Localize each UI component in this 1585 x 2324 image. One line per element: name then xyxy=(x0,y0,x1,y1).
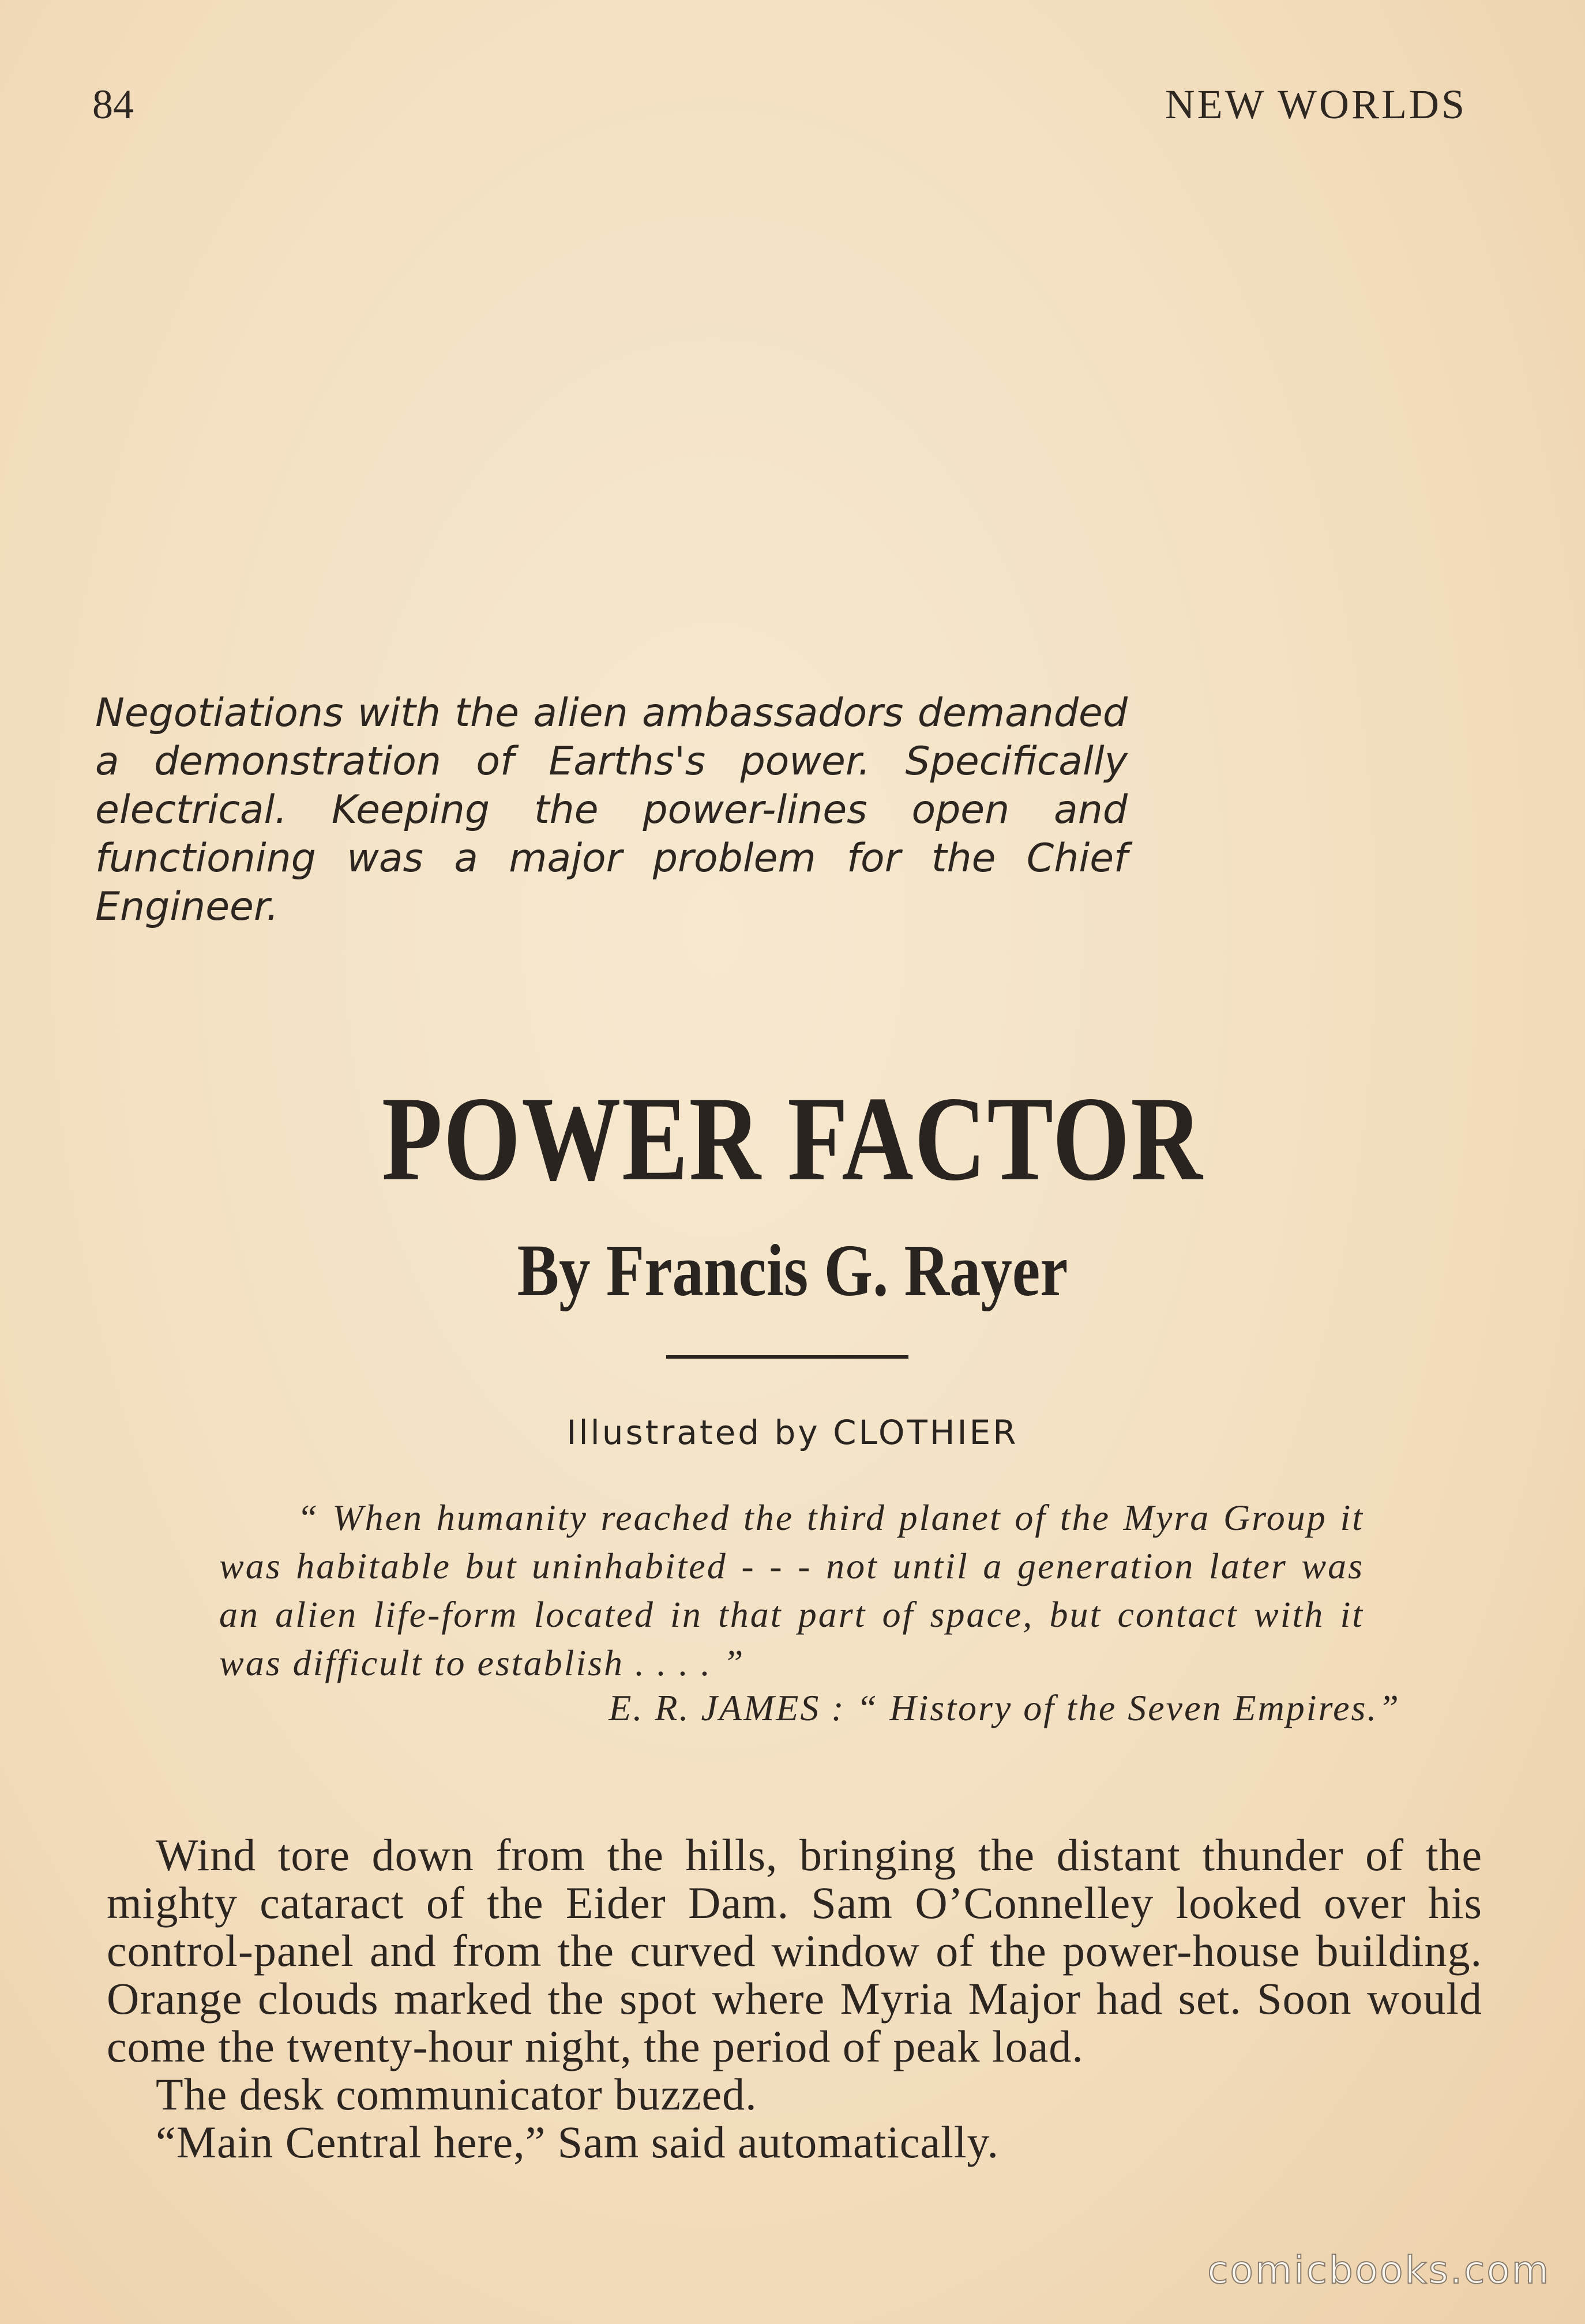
title-divider xyxy=(666,1355,908,1359)
story-blurb: Negotiations with the alien ambassadors demanded a demonstration of Earths's power. Specifically electrical. Keeping the power-lines open and functioning was a major problem for the Chief Engineer. xyxy=(95,690,1128,930)
watermark-logo: comicbooks.com xyxy=(1207,2248,1550,2292)
page-header xyxy=(92,81,1467,144)
epigraph-attribution: E. R. JAMES : “ History of the Seven Empires.” xyxy=(609,1687,1400,1728)
body-paragraph: Wind tore down from the hills, bringing the distant thunder of the mighty cataract of the Eider Dam. Sam O’Connelley looked over his control-panel and from the curved window of the power-house building. Orange clouds marked the spot where Myria Major had set. Soon would come the twenty-hour night, the period of peak load. xyxy=(107,1830,1482,2071)
page-number: 84 xyxy=(92,81,134,127)
epigraph-quote xyxy=(219,1494,1364,1687)
illustrator-credit: Illustrated by CLOTHIER xyxy=(566,1413,1019,1452)
running-title: NEW WORLDS xyxy=(1165,81,1467,127)
story-body xyxy=(107,1831,1482,2166)
epigraph-text: “ When humanity reached the third planet of the Myra Group it was habitable but uninhabited - - - not until a generation later was an alien life-form located in that part of space, but contact with it was difficult to establish . . . . ” xyxy=(219,1497,1364,1683)
body-paragraph: The desk communicator buzzed. xyxy=(156,2069,757,2119)
body-paragraph: “Main Central here,” Sam said automatically. xyxy=(156,2117,999,2167)
story-byline: By Francis G. Rayer xyxy=(517,1229,1068,1311)
story-title: POWER FACTOR xyxy=(381,1072,1204,1206)
